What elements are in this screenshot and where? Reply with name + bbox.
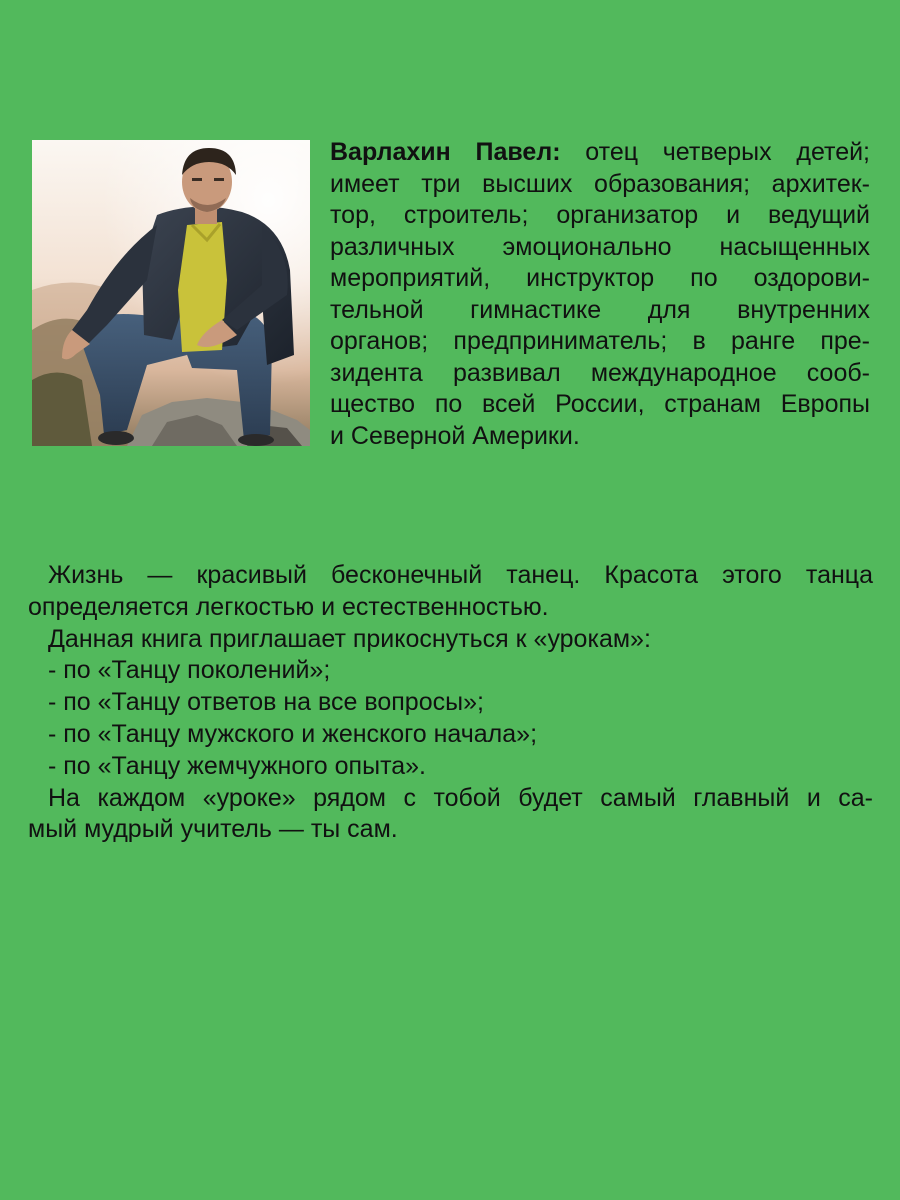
lesson-list-item: - по «Танцу поколений»; [48, 656, 331, 685]
lesson-list-item: - по «Танцу жемчужного опыта». [48, 751, 426, 780]
author-bio [330, 137, 870, 452]
bio-line: и Северной Америки. [330, 421, 580, 450]
bio-line: имеет три высших образования; архитек- [330, 169, 870, 198]
description-line: На каждом «уроке» рядом с тобой будет самый главный и са- [48, 783, 873, 812]
description-line: Жизнь — красивый бесконечный танец. Красота этого танца [48, 561, 873, 589]
description-line: Данная книга приглашает прикоснуться к «урокам»: [48, 624, 651, 653]
bio-line: Варлахин Павел: отец четверых детей; [330, 138, 871, 166]
bio-line: зидента развивал международное сооб- [330, 358, 870, 387]
bio-line: тор, строитель; организатор и ведущий [330, 201, 870, 229]
author-name: Варлахин Павел: [330, 138, 561, 166]
bio-line: щество по всей России, странам Европы [330, 390, 870, 418]
man-sitting-on-rocks-photo-icon [32, 140, 310, 446]
lesson-list-item: - по «Танцу мужского и женского начала»; [48, 719, 538, 748]
lesson-list-item: - по «Танцу ответов на все вопросы»; [48, 688, 484, 717]
description-line: мый мудрый учитель — ты сам. [28, 815, 398, 844]
author-photo [32, 140, 310, 446]
bio-line: различных эмоционально насыщенных [330, 232, 870, 261]
description-line: определяется легкостью и естественностью. [28, 592, 549, 621]
bio-line: тельной гимнастике для внутренних [330, 295, 870, 324]
bio-line: органов; предприниматель; в ранге пре- [330, 327, 870, 355]
bio-line: мероприятий, инструктор по оздорови- [330, 264, 870, 292]
book-description [28, 560, 873, 846]
